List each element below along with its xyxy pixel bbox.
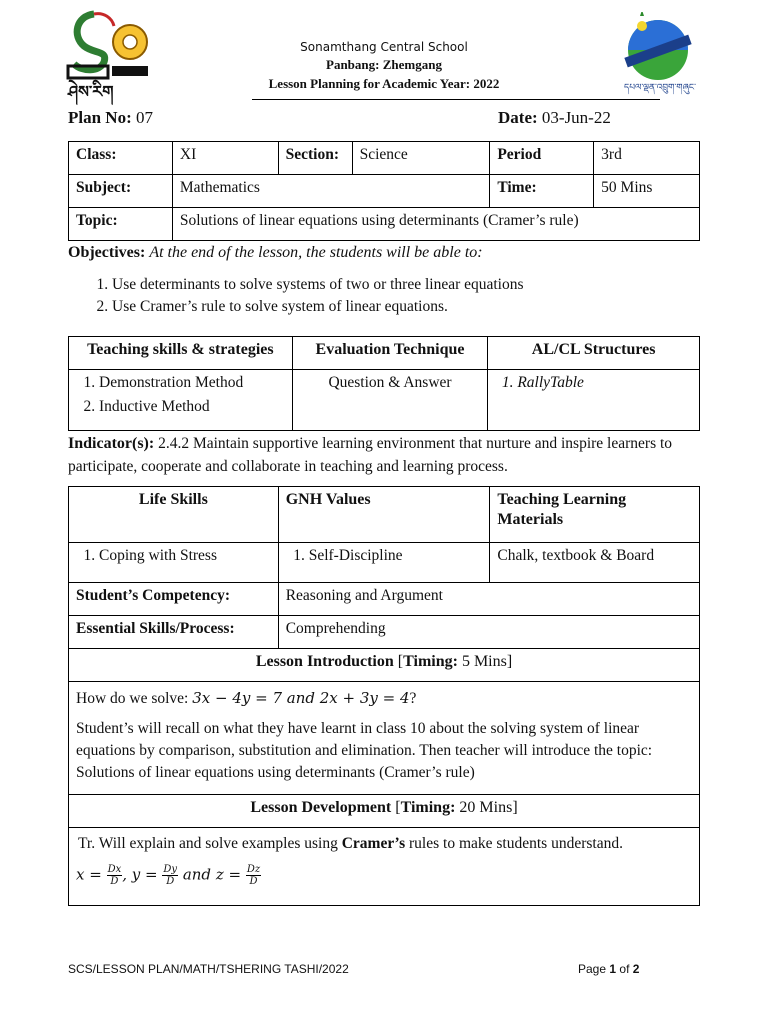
objectives-intro: At the end of the lesson, the students will be able to: (149, 244, 483, 261)
indicator-text: 2.4.2 Maintain supportive learning environment that nurture and inspire learners to participate, cooperate and collaborate in teaching and learning process. (68, 435, 673, 475)
topic-value: Solutions of linear equations using determinants (Cramer’s rule) (172, 208, 699, 241)
section-value: Science (352, 142, 490, 175)
structure-item: 1. RallyTable (517, 373, 692, 393)
intro-timing-value: 5 Mins (461, 653, 507, 670)
section-label: Section: (278, 142, 352, 175)
class-value: XI (172, 142, 278, 175)
date-label: Date: (498, 108, 538, 127)
life-skill-item: 1. Coping with Stress (99, 546, 271, 566)
class-label: Class: (69, 142, 173, 175)
indicator-label: Indicator(s): (68, 435, 155, 452)
footer-page: Page 1 of 2 (578, 962, 640, 976)
lesson-dev-body (69, 828, 700, 906)
dev-title: Lesson Development (250, 799, 392, 816)
essential-value: Comprehending (278, 616, 699, 649)
structures-cell (488, 370, 700, 431)
lesson-dev-heading: Lesson Development [Timing: 20 Mins] (69, 795, 700, 828)
logo-left-text: ཤེས་རིག (68, 82, 114, 101)
strategies-table (68, 336, 700, 431)
col-al-cl: AL/CL Structures (488, 337, 700, 370)
subject-label: Subject: (69, 175, 173, 208)
dev-text-pre: Tr. Will explain and solve examples using (78, 835, 338, 852)
lesson-table (68, 486, 700, 906)
skill-item: 2. Inductive Method (99, 397, 285, 417)
intro-timing-label: Timing: (403, 653, 458, 670)
header-divider (252, 99, 660, 100)
intro-question: How do we solve: (76, 690, 189, 707)
period-value: 3rd (594, 142, 700, 175)
objective-item: 1. Use determinants to solve systems of two or three linear equations (112, 276, 524, 294)
indicator (68, 432, 702, 478)
objectives-label: Objectives: (68, 244, 146, 261)
time-value: 50 Mins (594, 175, 700, 208)
plan-number-label: Plan No: (68, 108, 132, 127)
topic-label: Topic: (69, 208, 173, 241)
life-skills-cell (69, 543, 279, 583)
competency-label: Student’s Competency: (69, 583, 279, 616)
col-teaching-skills: Teaching skills & strategies (69, 337, 293, 370)
time-label: Time: (490, 175, 594, 208)
gnh-values-cell (278, 543, 490, 583)
lesson-intro-heading: Lesson Introduction [Timing: 5 Mins] (69, 649, 700, 682)
intro-title: Lesson Introduction (255, 653, 394, 670)
fraction-y: $\frac{Dy}{D}$ (163, 864, 178, 887)
plan-number (68, 108, 153, 128)
intro-equation: 3x − 4y = 7 and 2x + 3y = 4 (192, 689, 410, 707)
school-name: Sonamthang Central School (300, 40, 468, 54)
skill-item: 1. Demonstration Method (99, 373, 285, 393)
materials-value: Chalk, textbook & Board (490, 543, 700, 583)
dev-timing-label: Timing: (400, 799, 456, 816)
essential-label: Essential Skills/Process: (69, 616, 279, 649)
date-value: 03-Jun-22 (541, 108, 611, 127)
evaluation-value: Question & Answer (292, 370, 488, 431)
cramer-formula: x = $\frac{Dx}{D}$ , y = $\frac{Dy}{D}$ and z = $\frac{Dz}{D}$ (76, 864, 261, 887)
planning-title: Lesson Planning for Academic Year: 2022 (268, 76, 500, 91)
col-materials: Teaching Learning Materials (490, 487, 700, 543)
plan-date (498, 108, 611, 128)
intro-text: Student’s will recall on what they have learnt in class 10 about the solving system of linear equations by comparison, substitution and elimination. Then teacher will introduce the topic: Solutions of linear equations using determinants (Cramer’s rule) (76, 720, 653, 781)
objectives (68, 244, 708, 262)
dev-timing-value: 20 Mins (459, 799, 513, 816)
dev-text-bold: Cramer’s (341, 835, 406, 852)
skills-cell (69, 370, 293, 431)
lesson-intro-body: How do we solve: 3x − 4y = 7 and 2x + 3y = 4? Student’s will recall on what they have learnt in class 10 about the solving system of linear equations by comparison, substitution and elimination. Then teacher will introduce the topic: Solutions of linear equations using determinants (Cramer’s rule) (69, 682, 700, 795)
footer-left: SCS/LESSON PLAN/MATH/TSHERING TASHI/2022 (68, 962, 349, 976)
info-table (68, 141, 700, 241)
objective-item: 2. Use Cramer’s rule to solve system of linear equations. (112, 298, 524, 316)
col-evaluation: Evaluation Technique (292, 337, 488, 370)
col-life-skills: Life Skills (69, 487, 279, 543)
fraction-z: $\frac{Dz}{D}$ (246, 864, 261, 887)
plan-number-value: 07 (136, 108, 153, 127)
objectives-list (90, 276, 524, 320)
competency-value: Reasoning and Argument (278, 583, 699, 616)
col-gnh-values: GNH Values (278, 487, 490, 543)
gnh-value-item: 1. Self-Discipline (309, 546, 483, 566)
subject-value: Mathematics (172, 175, 489, 208)
school-location: Panbang: Zhemgang (326, 57, 442, 72)
logo-right-text: དཔལ་ལྡན་འབྲུག་གཞུང་ (624, 83, 696, 93)
dev-text-post: rules to make students understand. (409, 835, 623, 852)
period-label: Period (490, 142, 594, 175)
fraction-x: $\frac{Dx}{D}$ (107, 864, 122, 887)
